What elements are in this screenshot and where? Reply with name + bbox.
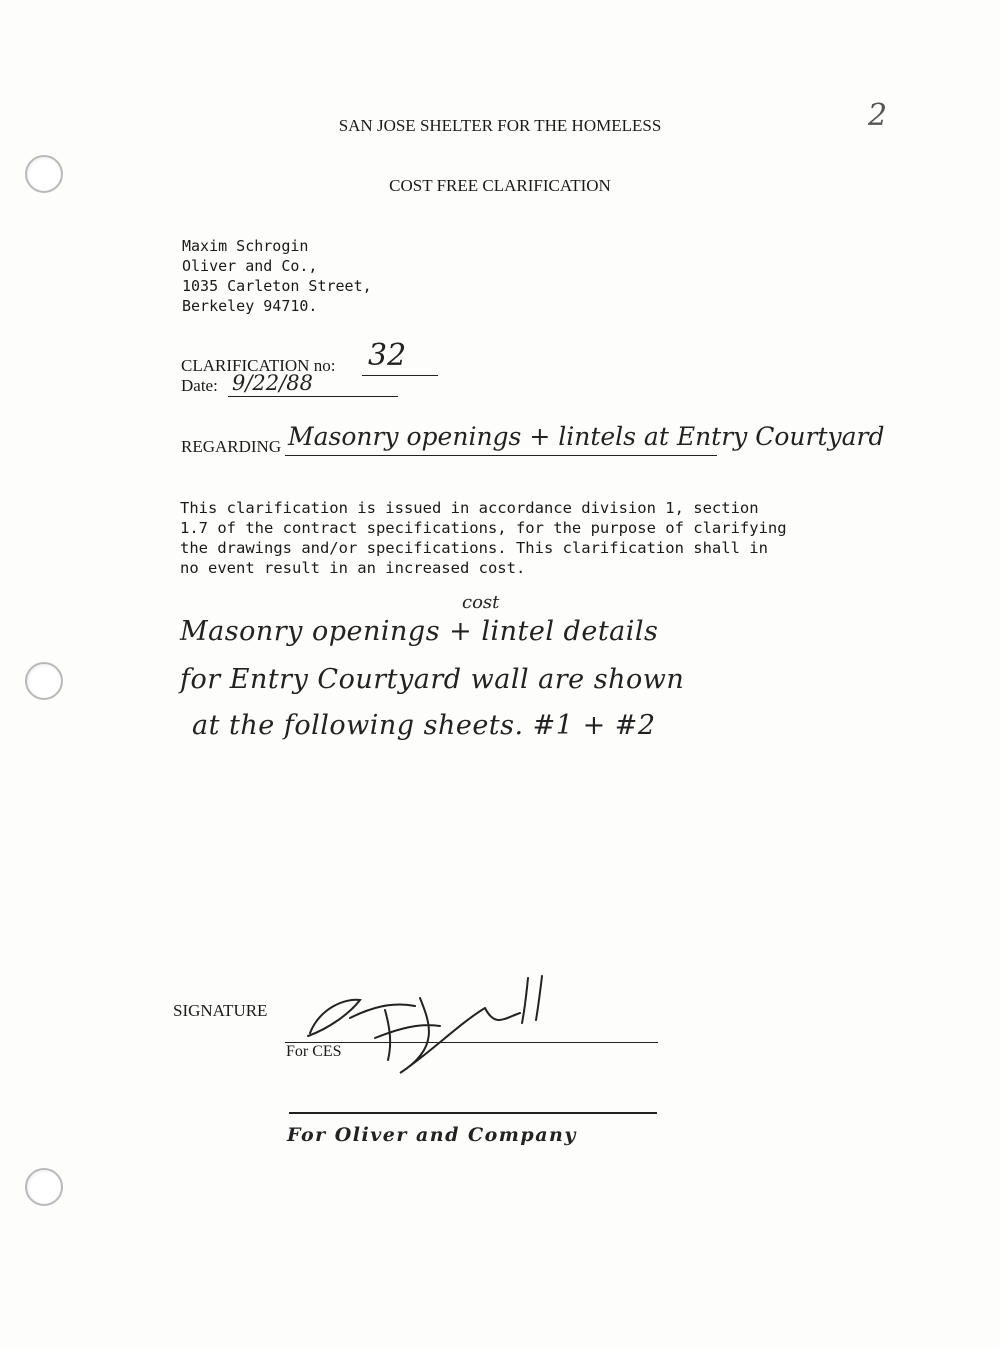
- clarification-number-value: 32: [368, 338, 407, 373]
- statement-line-1: This clarification is issued in accordance division 1, section: [180, 499, 759, 517]
- for-ces-label: For CES: [286, 1043, 342, 1060]
- handwritten-line-1: Masonry openings + lintel details: [180, 616, 659, 647]
- addressee-company: Oliver and Co.,: [182, 257, 318, 275]
- signature-image: [290, 968, 590, 1078]
- signature-label: SIGNATURE: [173, 1001, 268, 1020]
- binder-hole-bottom: [25, 1168, 63, 1206]
- date-value: 9/22/88: [232, 371, 313, 395]
- addressee-street: 1035 Carleton Street,: [182, 277, 372, 295]
- addressee-name: Maxim Schrogin: [182, 237, 309, 255]
- addressee-city: Berkeley 94710.: [182, 297, 318, 315]
- date-label: Date:: [181, 376, 218, 395]
- clarification-number-underline: [362, 375, 438, 376]
- clarification-number-label: CLARIFICATION no:: [181, 356, 336, 375]
- organization-title: SAN JOSE SHELTER FOR THE HOMELESS: [338, 116, 662, 135]
- regarding-value: Masonry openings + lintels at Entry Courtyard: [288, 422, 885, 451]
- regarding-label: REGARDING: [181, 437, 282, 456]
- for-oliver-label: For Oliver and Company: [287, 1124, 577, 1146]
- oliver-signature-line: [289, 1112, 657, 1114]
- regarding-underline: [285, 455, 717, 456]
- page-number: 2: [868, 98, 888, 133]
- statement-line-3: the drawings and/or specifications. This clarification shall in: [180, 539, 768, 557]
- date-underline: [228, 396, 398, 397]
- handwritten-line-2: for Entry Courtyard wall are shown: [180, 664, 685, 695]
- handwritten-line-3: at the following sheets. #1 + #2: [192, 710, 656, 741]
- statement-line-4: no event result in an increased cost.: [180, 559, 526, 577]
- statement-line-2: 1.7 of the contract specifications, for the purpose of clarifying: [180, 519, 787, 537]
- binder-hole-middle: [25, 662, 63, 700]
- handwritten-insert: cost: [462, 592, 500, 613]
- document-title: COST FREE CLARIFICATION: [389, 176, 611, 195]
